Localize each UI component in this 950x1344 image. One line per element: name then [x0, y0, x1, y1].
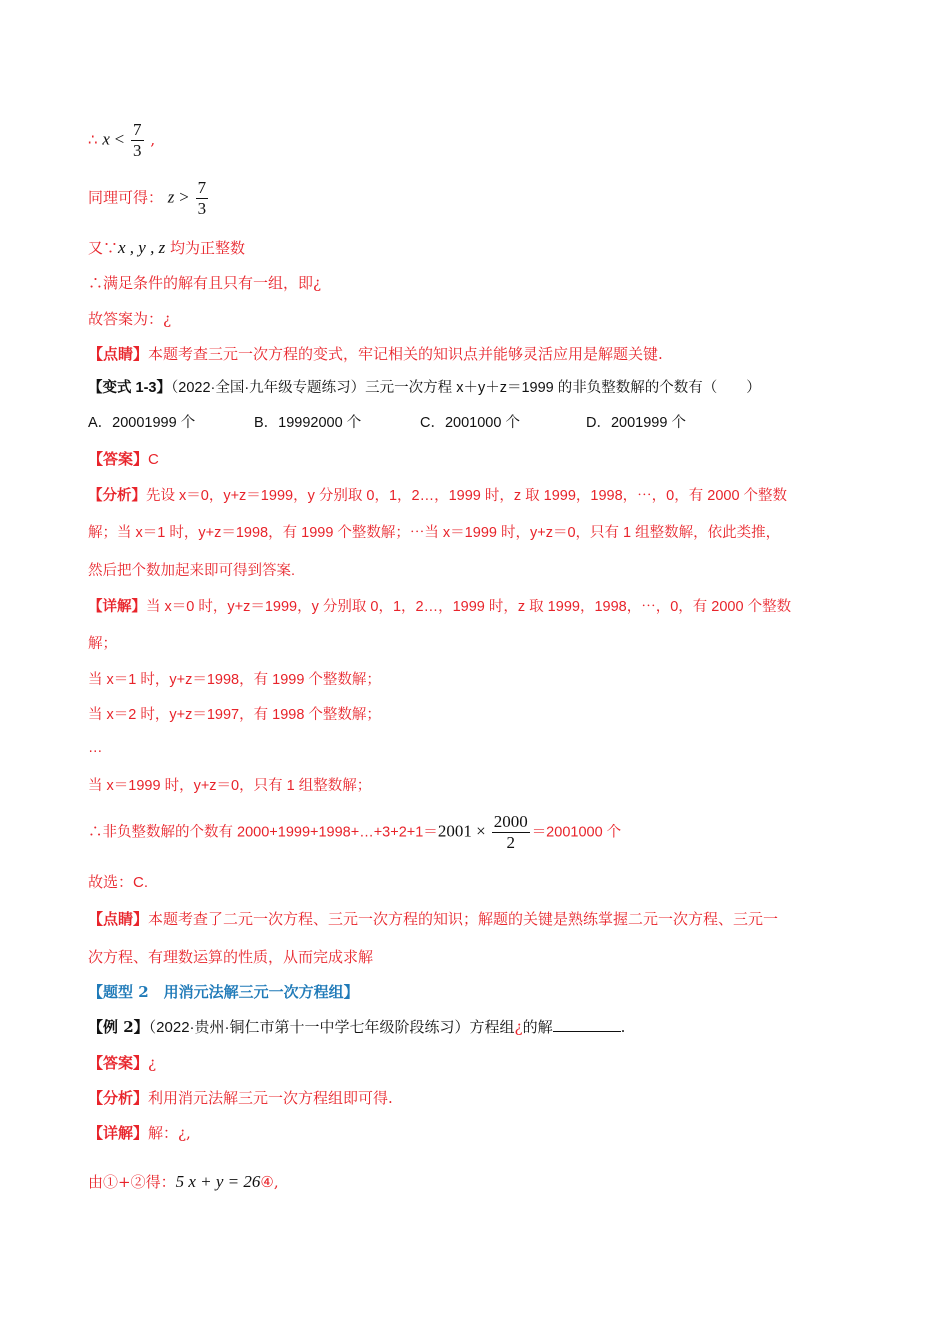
analysis-text: 先设 x＝0，y+z＝1999，y 分别取 0，1，2…，1999 时，z 取 1999，1998，⋯，0，有 2000 个整数: [146, 488, 788, 504]
detail-tag: 【详解】: [88, 1124, 149, 1142]
step-prefix: 由①+②得：: [88, 1173, 176, 1191]
step-equation: 5 x + y = 26: [175, 1172, 261, 1191]
options-row: [88, 413, 752, 433]
detail-line-4: 当 x＝2 时，y+z＝1997，有 1998 个整数解；: [88, 707, 381, 723]
fraction-numerator: 7: [197, 178, 207, 197]
choose-line: 故选：C.: [88, 874, 149, 891]
answer-line: [88, 450, 159, 470]
detail-line-2: 解；: [88, 636, 117, 652]
detail-text: 解：¿,: [148, 1124, 191, 1142]
detail-tag: 【详解】: [88, 599, 146, 615]
line-positive-integers: [88, 238, 245, 258]
line-unique-solution: ∴满足条件的解有且只有一组，即¿: [88, 274, 322, 292]
step-suffix: ④,: [260, 1173, 279, 1191]
sum-suffix: ＝2001000 个: [531, 824, 622, 841]
fraction-numerator: 7: [133, 120, 142, 139]
line-z-greater-than: [88, 178, 210, 219]
note-text: 本题考查了二元一次方程、三元一次方程的知识；解题的关键是熟练掌握二元一次方程、三元一: [148, 910, 779, 928]
fraction-denominator: 2: [506, 833, 515, 852]
sum-fraction: [492, 812, 530, 853]
fraction: [196, 178, 209, 219]
answer-value: ¿: [148, 1054, 157, 1072]
example-analysis-line: [88, 1088, 393, 1108]
variant-note-line-2: 次方程、有理数运算的性质，从而完成求解: [88, 948, 374, 966]
detail-line-1: [88, 597, 791, 617]
fraction-denominator: 3: [197, 199, 207, 218]
answer-tag: 【答案】: [88, 1054, 149, 1072]
analysis-line-1: [88, 486, 787, 506]
analysis-tag: 【分析】: [88, 488, 146, 504]
step-line: [88, 1172, 279, 1192]
fraction: [131, 120, 144, 161]
detail-text: 当 x＝0 时，y+z＝1999，y 分别取 0，1，2…，1999 时，z 取 1999，1998，⋯，0，有 2000 个整数: [146, 599, 792, 615]
answer-blank: [553, 1017, 621, 1032]
math-op: <: [114, 129, 125, 149]
variant-tag: 【变式 1-3】: [88, 380, 171, 396]
line-answer-is: 故答案为：¿: [88, 310, 172, 328]
note-tag: 【点睛】: [88, 345, 149, 363]
sum-math: 2001 ×: [437, 821, 486, 841]
answer-tag: 【答案】: [88, 451, 149, 468]
analysis-line-2: 解；当 x＝1 时，y+z＝1998，有 1999 个整数解；⋯当 x＝1999 时，y+z＝0，只有 1 组整数解，依此类推，: [88, 525, 781, 541]
analysis-tag: 【分析】: [88, 1089, 149, 1107]
line-x-less-than: [88, 120, 155, 161]
example-tag: 【例 2】: [88, 1018, 149, 1036]
option-d: D．2001999 个: [586, 415, 686, 431]
variant-note-line-1: [88, 909, 778, 929]
analysis-text: 利用消元法解三元一次方程组即可得.: [148, 1089, 393, 1107]
fraction-numerator: 2000: [493, 812, 528, 831]
line-suffix: 均为正整数: [165, 239, 246, 257]
sum-prefix: ∴非负整数解的个数有 2000+1999+1998+…+3+2+1＝: [88, 824, 438, 841]
example-question: [88, 1017, 625, 1038]
line-prefix: 同理可得：: [88, 188, 164, 207]
example-answer-line: [88, 1053, 156, 1073]
math-var: x: [102, 129, 110, 149]
example-detail-line: [88, 1123, 191, 1143]
answer-value: C: [148, 451, 159, 468]
therefore-symbol: ∴: [88, 130, 98, 149]
example-question-end: 的解: [522, 1018, 553, 1036]
placeholder-mark: ¿: [514, 1018, 523, 1036]
detail-line-5: …: [88, 740, 103, 756]
section-title: 【题型 2 用消元法解三元一次方程组】: [88, 983, 359, 1001]
comma: ,: [150, 130, 156, 149]
note-text: 本题考查三元一次方程的变式，牢记相关的知识点并能够灵活应用是解题关键.: [148, 345, 663, 363]
note-line: [88, 344, 663, 364]
detail-line-6: 当 x＝1999 时，y+z＝0，只有 1 组整数解；: [88, 778, 372, 794]
math-var: z: [167, 187, 175, 207]
variant-question-text: （2022·全国·九年级专题练习）三元一次方程 x＋y＋z＝1999 的非负整数解的个数有（ ）: [171, 380, 761, 396]
option-c: C．2001000 个: [420, 415, 520, 431]
math-op: >: [179, 187, 189, 207]
fraction-denominator: 3: [133, 141, 142, 160]
option-b: B．19992000 个: [254, 415, 362, 431]
option-a: A．20001999 个: [88, 415, 196, 431]
line-prefix: 又∵: [88, 239, 119, 257]
example-question-text: （2022·贵州·铜仁市第十一中学七年级阶段练习）方程组: [148, 1019, 515, 1036]
sum-line: [88, 812, 621, 853]
analysis-line-3: 然后把个数加起来即可得到答案.: [88, 563, 296, 579]
note-tag: 【点睛】: [88, 910, 149, 928]
detail-line-3: 当 x＝1 时，y+z＝1998，有 1999 个整数解；: [88, 672, 381, 688]
period: .: [620, 1018, 626, 1036]
math-vars: x , y , z: [118, 238, 166, 257]
variant-question: [88, 378, 761, 398]
